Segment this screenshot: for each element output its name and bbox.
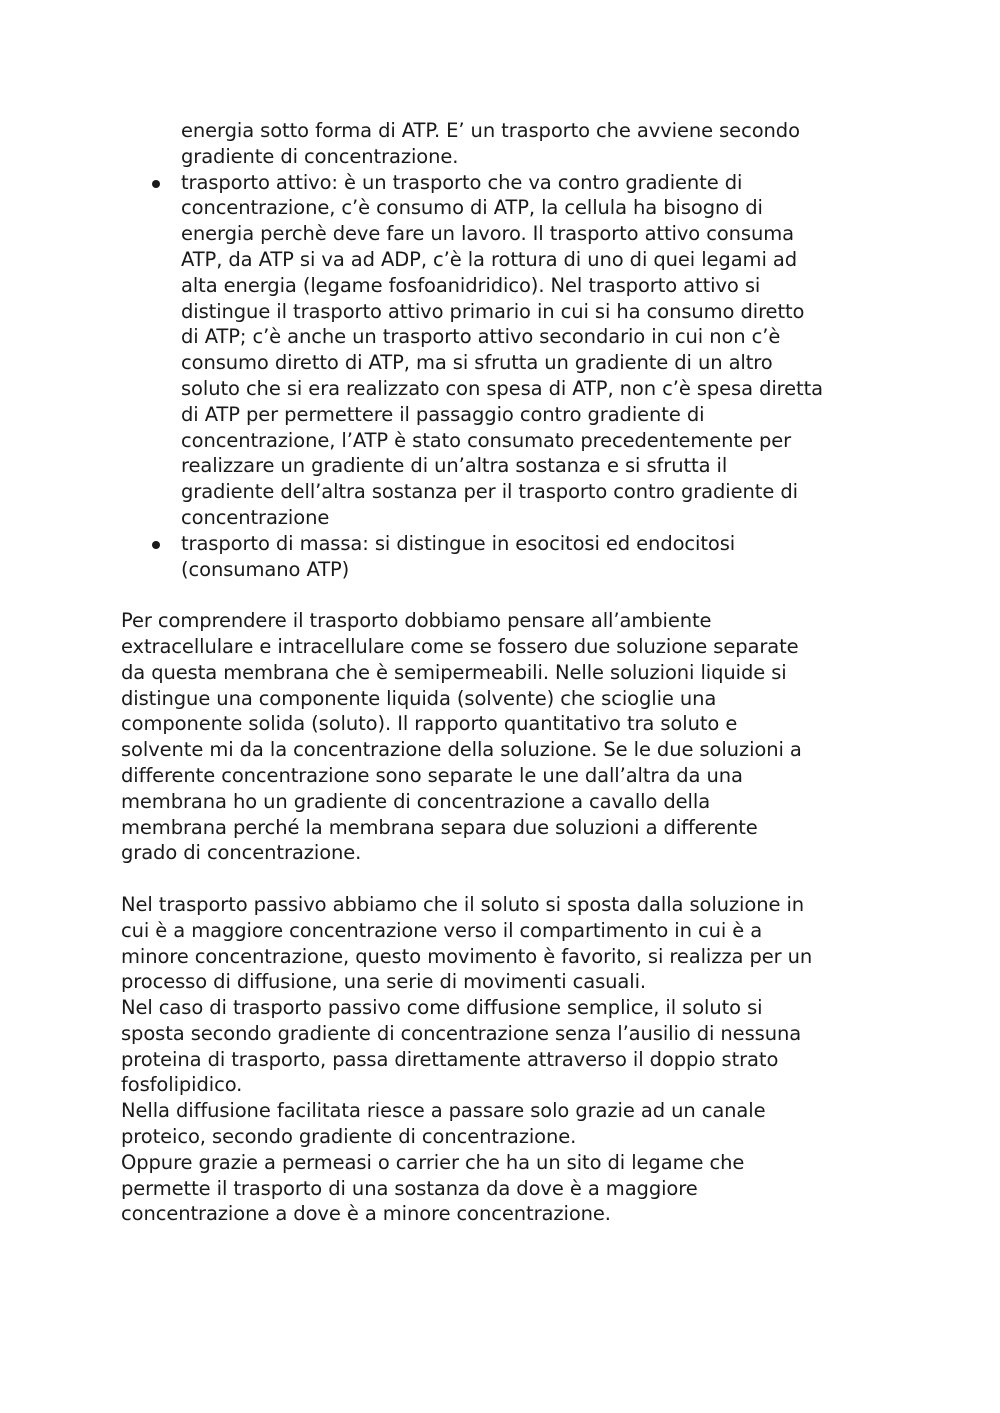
bullet-text: trasporto attivo: è un trasporto che va contro gradiente di	[181, 170, 743, 194]
text-line: concentrazione a dove è a minore concentrazione.	[121, 1202, 611, 1226]
text-line: concentrazione, c’è consumo di ATP, la cellula ha bisogno di	[181, 196, 763, 220]
text-line: Per comprendere il trasporto dobbiamo pensare all’ambiente	[121, 609, 712, 633]
text-line: proteina di trasporto, passa direttamente attraverso il doppio strato	[121, 1047, 779, 1071]
paragraph-solutions	[121, 608, 881, 866]
text-line: Nella diffusione facilitata riesce a passare solo grazie ad un canale	[121, 1099, 766, 1123]
text-line: da questa membrana che è semipermeabili. Nelle soluzioni liquide si	[121, 660, 787, 684]
text-line: gradiente dell’altra sostanza per il trasporto contro gradiente di	[181, 480, 798, 504]
text-line: membrana perché la membrana separa due soluzioni a differente	[121, 815, 758, 839]
text-line: componente solida (soluto). Il rapporto quantitativo tra soluto e	[121, 712, 738, 736]
text-line: Nel trasporto passivo abbiamo che il soluto si sposta dalla soluzione in	[121, 892, 805, 916]
document-body	[121, 118, 881, 1227]
text-line: cui è a maggiore concentrazione verso il compartimento in cui è a	[121, 918, 763, 942]
bullet-item-mass-transport	[121, 531, 881, 583]
text-line: di ATP per permettere il passaggio contro gradiente di	[181, 402, 705, 426]
text-line: fosfolipidico.	[121, 1073, 243, 1097]
text-line: consumo diretto di ATP, ma si sfrutta un gradiente di un altro	[181, 351, 773, 375]
text-line: energia perchè deve fare un lavoro. Il trasporto attivo consuma	[181, 222, 794, 246]
paragraph-gap	[121, 582, 881, 608]
text-line: soluto che si era realizzato con spesa di ATP, non c’è spesa diretta	[181, 376, 823, 400]
text-line: concentrazione, l’ATP è stato consumato precedentemente per	[181, 428, 792, 452]
text-line	[121, 170, 881, 196]
text-line	[121, 531, 881, 557]
text-line: grado di concentrazione.	[121, 841, 362, 865]
continuation-text	[121, 118, 881, 170]
bullet-icon	[152, 541, 160, 549]
paragraph-passive-transport	[121, 892, 881, 1227]
text-line: distingue una componente liquida (solvente) che scioglie una	[121, 686, 717, 710]
text-line: processo di diffusione, una serie di movimenti casuali.	[121, 970, 647, 994]
bullet-item-active-transport	[121, 170, 881, 531]
text-line: (consumano ATP)	[181, 557, 350, 581]
text-line: Oppure grazie a permeasi o carrier che ha un sito di legame che	[121, 1150, 745, 1174]
text-line: proteico, secondo gradiente di concentrazione.	[121, 1125, 577, 1149]
text-line: di ATP; c’è anche un trasporto attivo secondario in cui non c’è	[181, 325, 781, 349]
text-line: extracellulare e intracellulare come se fossero due soluzione separate	[121, 634, 799, 658]
text-line: distingue il trasporto attivo primario in cui si ha consumo diretto	[181, 299, 805, 323]
text-line: membrana ho un gradiente di concentrazione a cavallo della	[121, 789, 711, 813]
text-line: permette il trasporto di una sostanza da dove è a maggiore	[121, 1176, 698, 1200]
bullet-icon	[152, 180, 160, 188]
paragraph-gap	[121, 866, 881, 892]
text-line: concentrazione	[181, 505, 330, 529]
text-line: energia sotto forma di ATP. E’ un trasporto che avviene secondo	[181, 119, 800, 142]
text-line: minore concentrazione, questo movimento è favorito, si realizza per un	[121, 944, 813, 968]
text-line: sposta secondo gradiente di concentrazione senza l’ausilio di nessuna	[121, 1021, 802, 1045]
text-line: realizzare un gradiente di un’altra sostanza e si sfrutta il	[181, 454, 728, 478]
text-line: Nel caso di trasporto passivo come diffusione semplice, il soluto si	[121, 996, 763, 1020]
text-line: gradiente di concentrazione.	[181, 144, 459, 168]
text-line: differente concentrazione sono separate le une dall’altra da una	[121, 763, 743, 787]
text-line: solvente mi da la concentrazione della soluzione. Se le due soluzioni a	[121, 738, 802, 762]
bullet-text: trasporto di massa: si distingue in esocitosi ed endocitosi	[181, 531, 736, 555]
text-line: alta energia (legame fosfoanidridico). Nel trasporto attivo si	[181, 273, 761, 297]
text-line: ATP, da ATP si va ad ADP, c’è la rottura di uno di quei legami ad	[181, 247, 797, 271]
